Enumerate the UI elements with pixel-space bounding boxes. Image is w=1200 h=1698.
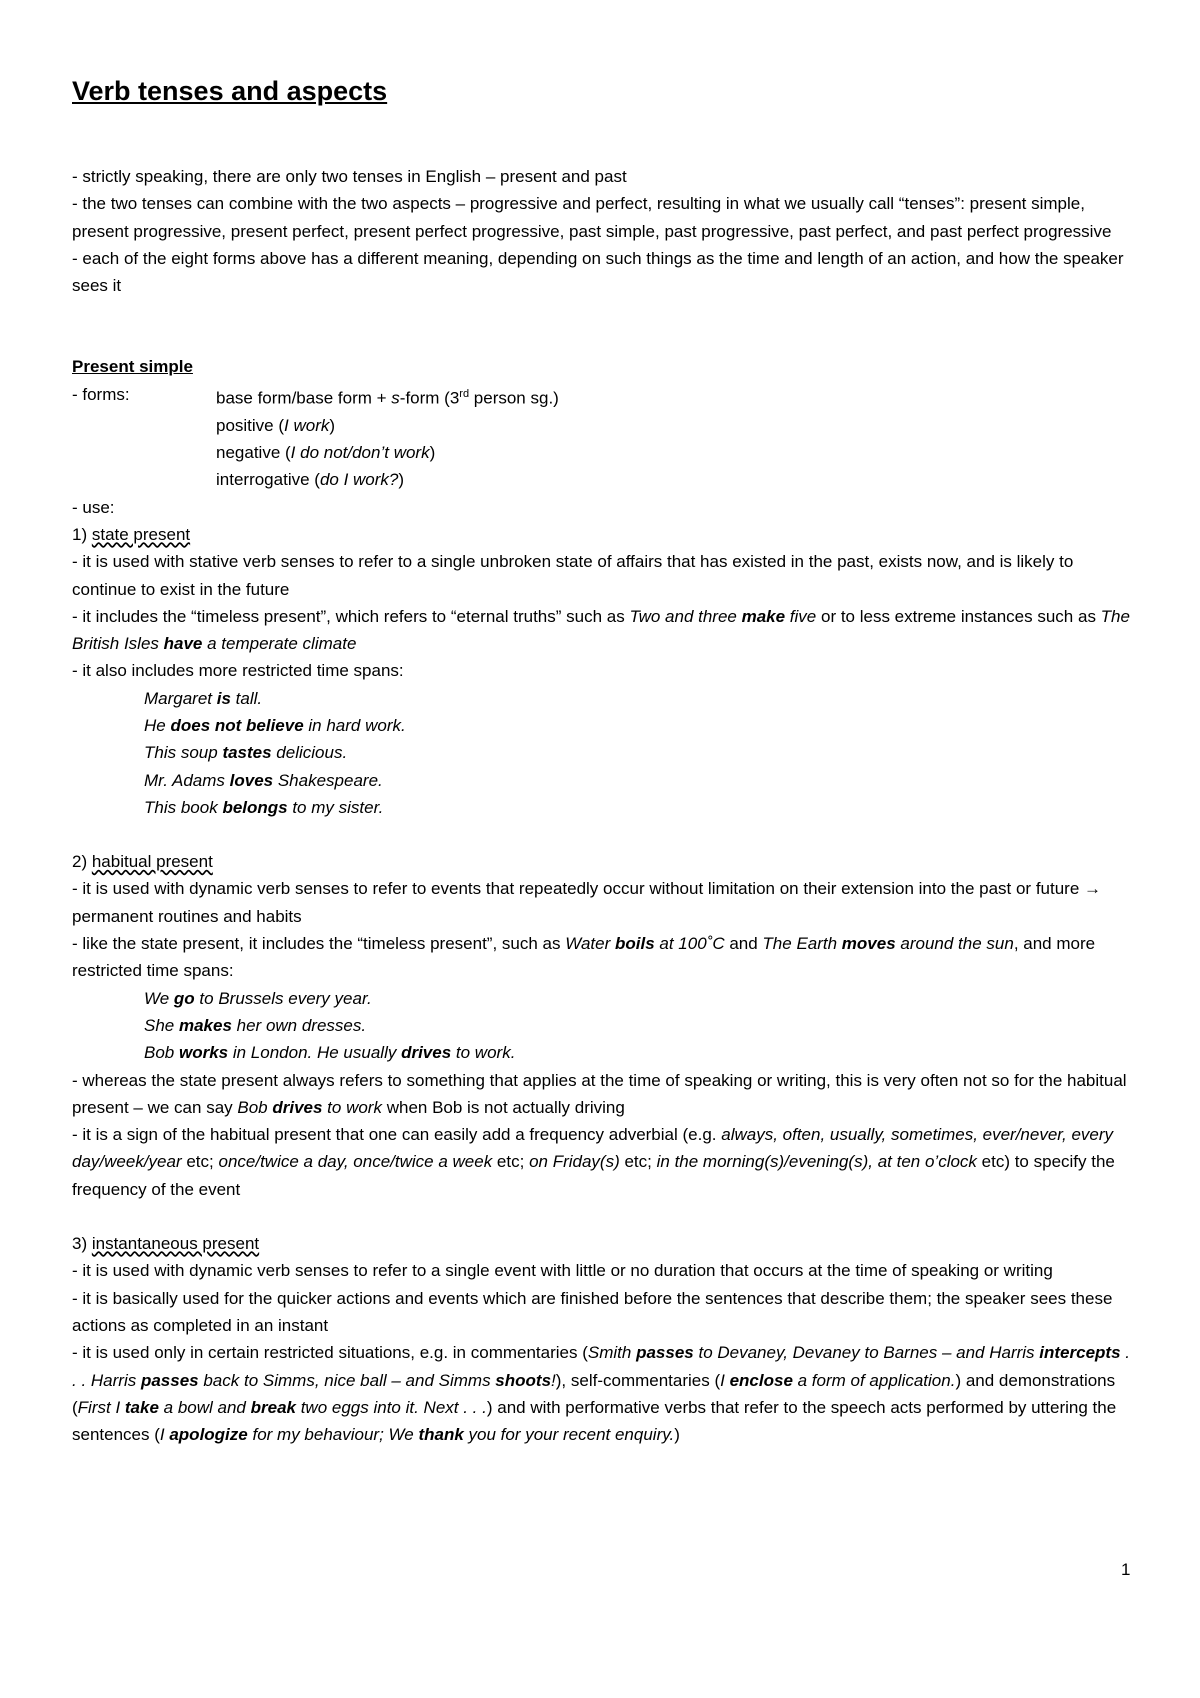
page-number: 1 — [1121, 1560, 1131, 1579]
habitual-example: Bob works in London. He usually drives to work. — [144, 1043, 516, 1063]
forms-positive: positive (I work) — [216, 415, 336, 435]
state-example: He does not believe in hard work. — [144, 716, 406, 735]
instantaneous-present-heading: 3) instantaneous present — [72, 1234, 260, 1254]
section-title: Present simple — [72, 357, 193, 377]
intro-bullet-2: - the two tenses can combine with the two aspects – progressive and perfect, resulting in what we usually call “tenses”: present simple, present progressive, present perfect, present perfect progressive, past simple, past progressive, past perfect, and past perfect progressive — [72, 194, 1112, 241]
habitual-bullet-3: - whereas the state present always refers to something that applies at the time of speaking or writing, this is very often not so for the habitual present – we can say Bob drives to work when Bob is not actually driving — [72, 1070, 1127, 1117]
document-page — [72, 74, 1132, 1448]
forms-interrogative: interrogative (do I work?) — [216, 470, 405, 490]
instant-bullet-1: - it is used with dynamic verb senses to refer to a single event with little or no duration that occurs at the time of speaking or writing — [72, 1261, 1053, 1281]
use-label: - use: — [72, 497, 115, 517]
state-example: This book belongs to my sister. — [144, 797, 384, 817]
state-example: Mr. Adams loves Shakespeare. — [144, 770, 383, 790]
habitual-bullet-4: - it is a sign of the habitual present that one can easily add a frequency adverbial (e.g. always, often, usually, sometimes, ever/never, every day/week/year etc; once/twice a day, once/twice a week etc; on Friday(s) etc; in the morning(s)/evening(s), at ten o’clock etc) to specify the frequency of the event — [72, 1125, 1115, 1199]
forms-base: base form/base form + s-form (3rd person sg.) — [216, 387, 559, 408]
habitual-bullet-1: - it is used with dynamic verb senses to refer to events that repeatedly occur without limitation on their extension into the past or future → permanent routines and habits — [72, 879, 1102, 926]
habitual-bullet-2: - like the state present, it includes the “timeless present”, such as Water boils at 100˚C and The Earth moves around the sun, and more restricted time spans: — [72, 934, 1096, 981]
intro-bullet-3: - each of the eight forms above has a different meaning, depending on such things as the time and length of an action, and how the speaker sees it — [72, 248, 1124, 296]
habitual-example: She makes her own dresses. — [144, 1015, 367, 1035]
forms-superscript: rd — [459, 387, 470, 400]
forms-label: - forms: — [72, 384, 130, 404]
state-bullet-2: - it includes the “timeless present”, which refers to “eternal truths” such as Two and three make five or to less extreme instances such as The British Isles have a temperate climate — [72, 606, 1130, 654]
habitual-present-heading: 2) habitual present — [72, 852, 213, 872]
state-example: This soup tastes delicious. — [144, 743, 348, 763]
instant-bullet-3: - it is used only in certain restricted situations, e.g. in commentaries (Smith passes to Devaney, Devaney to Barnes – and Harris intercepts . . . Harris passes back to Simms, nice ball – and Simms shoots!), self-commentaries (I enclose a form of application.) and demonstrations (First I take a bowl and break two eggs into it. Next . . .) and with performative verbs that refer to the speech acts performed by uttering the sentences (I apologize for my behaviour; We thank you for your recent enquiry.) — [72, 1343, 1130, 1445]
forms-row — [72, 381, 1132, 412]
forms-negative: negative (I do not/don’t work) — [216, 443, 436, 463]
state-present-heading: 1) state present — [72, 524, 191, 544]
state-bullet-1: - it is used with stative verb senses to refer to a single unbroken state of affairs that has existed in the past, exists now, and is likely to continue to exist in the future — [72, 552, 1074, 599]
document-title: Verb tenses and aspects — [72, 76, 388, 106]
habitual-example: We go to Brussels every year. — [144, 988, 372, 1008]
state-example: Margaret is tall. — [144, 688, 263, 708]
intro-bullet-1: - strictly speaking, there are only two tenses in English – present and past — [72, 167, 627, 186]
instant-bullet-2: - it is basically used for the quicker actions and events which are finished before the sentences that describe them; the speaker sees these actions as completed in an instant — [72, 1288, 1113, 1335]
state-bullet-3: - it also includes more restricted time spans: — [72, 661, 404, 681]
